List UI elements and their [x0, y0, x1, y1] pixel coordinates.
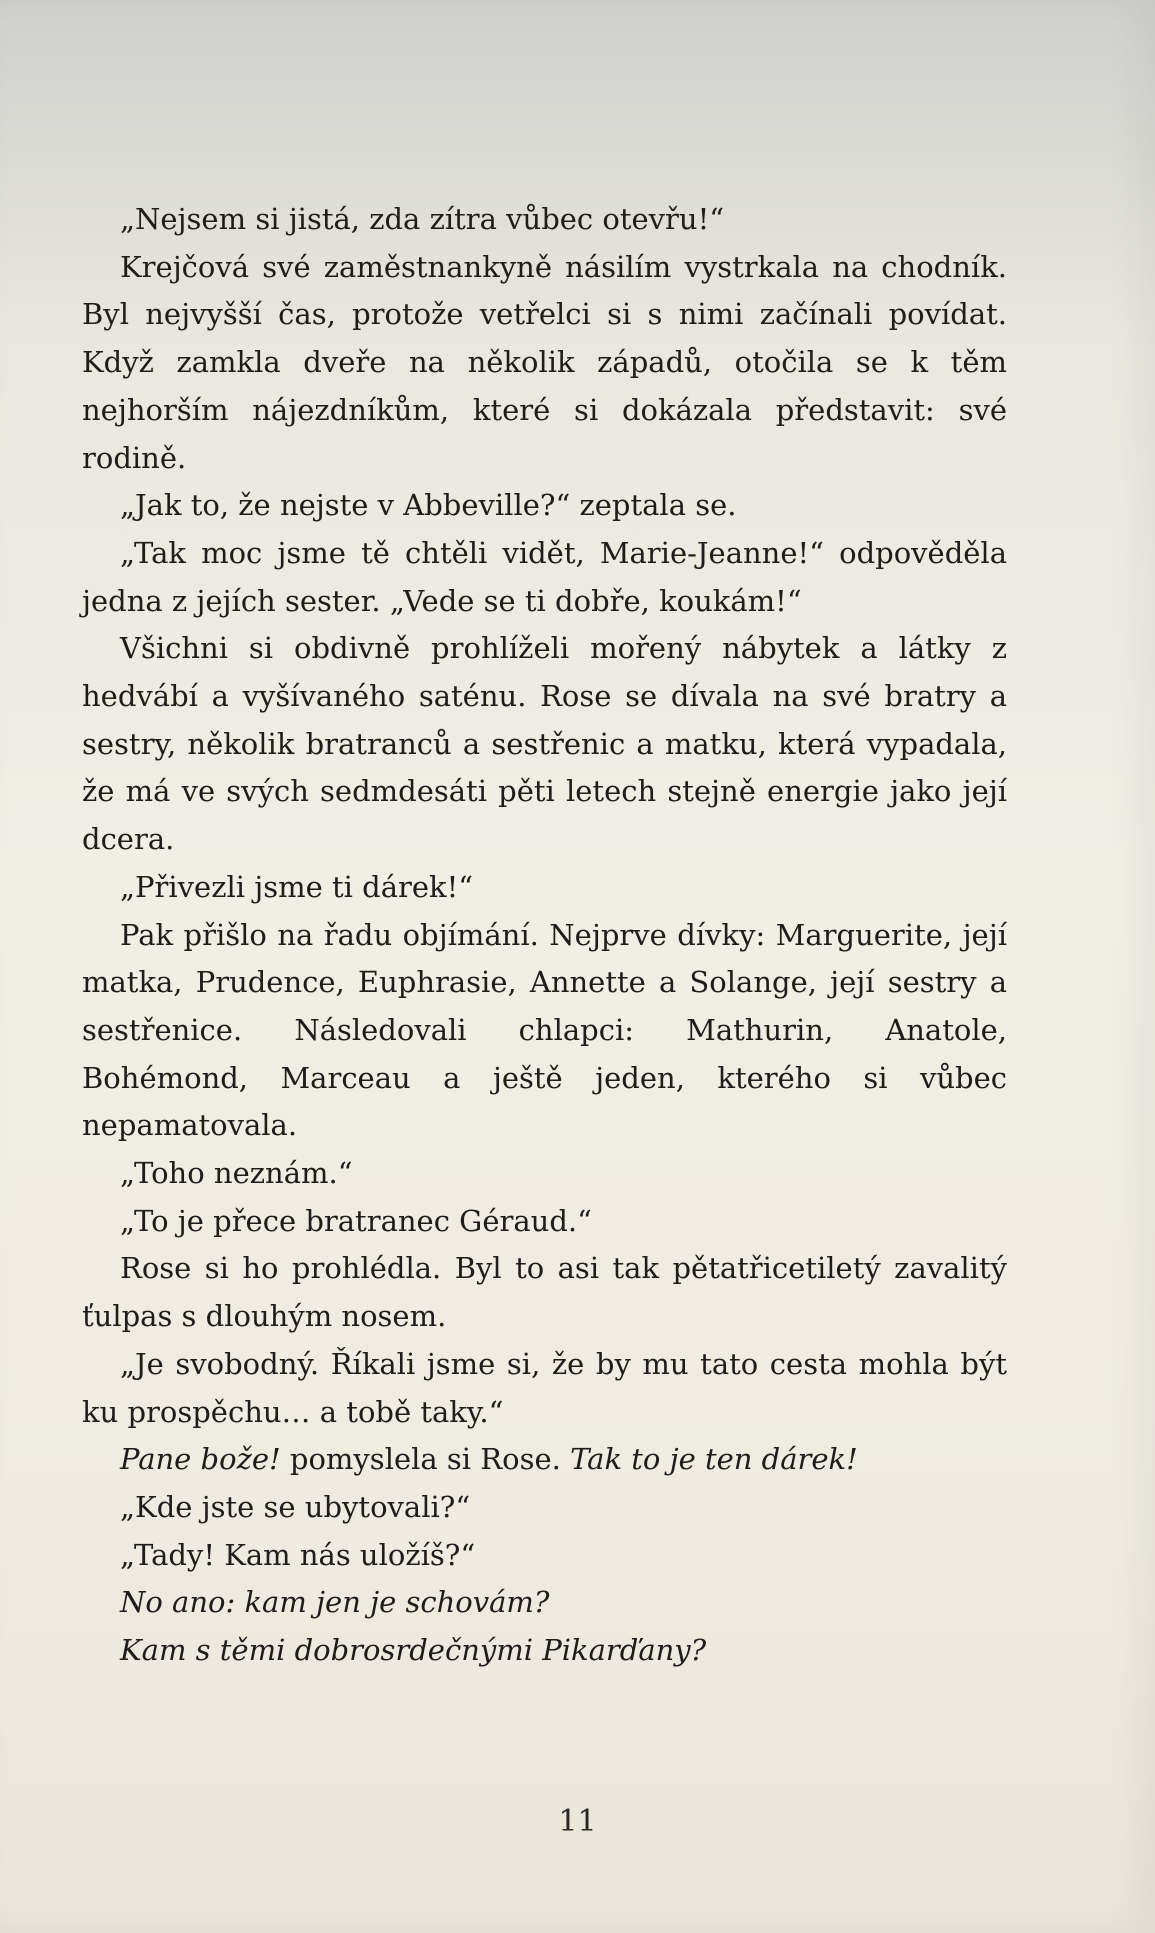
paragraph: Krejčová své zaměstnankyně násilím vystrkala na chodník. Byl nejvyšší čas, protože vetřelci si s nimi začínali povídat. Když zamkla dveře na několik západů, otočila se k těm nejhorším nájezdníkům, které si dokázala představit: své rodině.	[82, 249, 1007, 475]
page-number: 11	[558, 1804, 597, 1839]
italic-thought: Tak to je ten dárek!	[570, 1442, 858, 1477]
narration: pomyslela si Rose.	[280, 1442, 571, 1477]
paragraph: „Je svobodný. Říkali jsme si, že by mu tato cesta mohla být ku prospěchu… a tobě taky.“	[82, 1346, 1007, 1429]
paragraph: Rose si ho prohlédla. Byl to asi tak pětatřicetiletý zavalitý ťulpas s dlouhým nosem.	[82, 1251, 1007, 1334]
italic-paragraph: Kam s těmi dobrosrdečnými Pikarďany?	[120, 1633, 707, 1668]
body-text	[82, 196, 1007, 1675]
paragraph: „Tak moc jsme tě chtěli vidět, Marie-Jeanne!“ odpověděla jedna z jejích sester. „Vede se ti dobře, koukám!“	[82, 535, 1007, 618]
paragraph-mixed	[82, 1436, 1007, 1484]
italic-thought: Pane bože!	[120, 1442, 281, 1477]
paragraph: „Kde jste se ubytovali?“	[120, 1489, 471, 1524]
paragraph: „Jak to, že nejste v Abbeville?“ zeptala se.	[120, 488, 737, 523]
paragraph: „Tady! Kam nás uložíš?“	[120, 1537, 476, 1572]
paragraph: „Přivezli jsme ti dárek!“	[120, 869, 474, 904]
italic-paragraph: No ano: kam jen je schovám?	[120, 1585, 550, 1620]
paragraph: „Nejsem si jistá, zda zítra vůbec otevřu!“	[120, 202, 725, 236]
paragraph: Všichni si obdivně prohlíželi mořený nábytek a látky z hedvábí a vyšívaného saténu. Rose se dívala na své bratry a sestry, několik bratranců a sestřenic a matku, která vypadala, že má ve svých sedmdesáti pěti letech stejně energie jako její dcera.	[82, 631, 1007, 857]
paragraph: „To je přece bratranec Géraud.“	[120, 1203, 592, 1238]
paragraph: „Toho neznám.“	[120, 1156, 353, 1191]
paragraph: Pak přišlo na řadu objímání. Nejprve dívky: Marguerite, její matka, Prudence, Euphrasie, Annette a Solange, její sestry a sestřenice. Následovali chlapci: Mathurin, Anatole, Bohémond, Marceau a ještě jeden, kterého si vůbec nepamatovala.	[82, 917, 1007, 1143]
